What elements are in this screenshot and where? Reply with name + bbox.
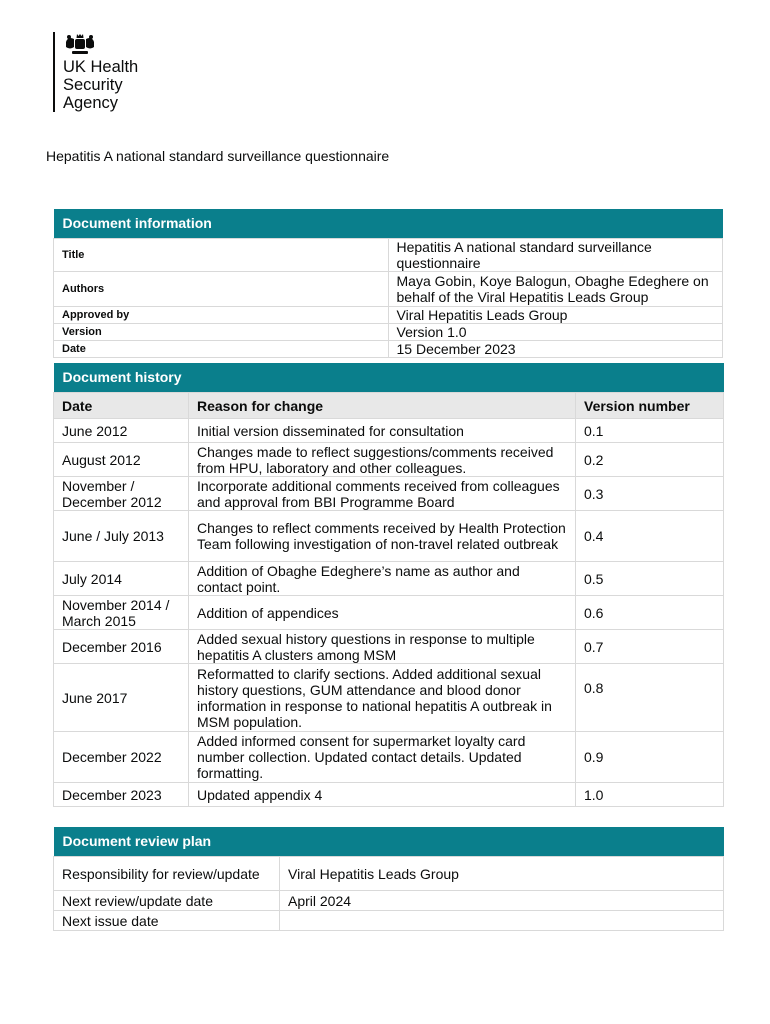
history-reason: Changes to reflect comments received by Health Protection Team following investigation of non-travel related outbreak — [189, 511, 576, 562]
column-header: Reason for change — [189, 393, 576, 419]
section-heading: Document review plan — [54, 827, 724, 856]
history-version: 0.7 — [576, 630, 724, 664]
history-reason: Added informed consent for supermarket loyalty card number collection. Updated contact details. Updated formatting. — [189, 732, 576, 783]
history-date: December 2023 — [54, 783, 189, 807]
history-date: November / December 2012 — [54, 477, 189, 511]
history-version: 1.0 — [576, 783, 724, 807]
history-reason: Reformatted to clarify sections. Added additional sexual history questions, GUM attendance and blood donor information in response to national hepatitis A outbreak in MSM population. — [189, 664, 576, 732]
section-heading: Document history — [54, 363, 724, 392]
table-row — [54, 511, 724, 562]
section-heading: Document information — [54, 209, 723, 238]
logo-line: Security — [63, 76, 123, 94]
history-reason: Addition of appendices — [189, 596, 576, 630]
history-date: November 2014 / March 2015 — [54, 596, 189, 630]
review-label: Responsibility for review/update — [54, 857, 280, 891]
history-version: 0.9 — [576, 732, 724, 783]
table-row — [54, 596, 724, 630]
info-value: 15 December 2023 — [388, 341, 723, 358]
document-review-plan-table — [53, 827, 724, 931]
document-information-table — [53, 209, 723, 358]
info-label: Authors — [54, 272, 389, 307]
review-value — [280, 911, 724, 931]
info-label: Version — [54, 324, 389, 341]
history-date: December 2016 — [54, 630, 189, 664]
history-version: 0.8 — [576, 664, 724, 732]
review-label: Next review/update date — [54, 891, 280, 911]
history-version: 0.5 — [576, 562, 724, 596]
history-reason: Added sexual history questions in response to multiple hepatitis A clusters among MSM — [189, 630, 576, 664]
history-reason: Incorporate additional comments received from colleagues and approval from BBI Programme Board — [189, 477, 576, 511]
history-reason: Updated appendix 4 — [189, 783, 576, 807]
logo-line: UK Health — [63, 58, 139, 76]
document-history-table — [53, 363, 724, 807]
royal-crest-icon — [63, 32, 97, 56]
info-value: Hepatitis A national standard surveillance questionnaire — [388, 239, 723, 272]
document-title: Hepatitis A national standard surveillance questionnaire — [46, 148, 390, 164]
history-date: June / July 2013 — [54, 511, 189, 562]
history-version: 0.1 — [576, 419, 724, 443]
history-date: July 2014 — [54, 562, 189, 596]
ukhsa-logo — [53, 32, 138, 112]
history-date: June 2017 — [54, 664, 189, 732]
history-date: August 2012 — [54, 443, 189, 477]
history-reason: Initial version disseminated for consultation — [189, 419, 576, 443]
table-row — [54, 664, 724, 732]
info-label: Approved by — [54, 307, 389, 324]
history-version: 0.3 — [576, 477, 724, 511]
info-value: Viral Hepatitis Leads Group — [388, 307, 723, 324]
history-reason: Addition of Obaghe Edeghere’s name as author and contact point. — [189, 562, 576, 596]
history-date: June 2012 — [54, 419, 189, 443]
table-row — [54, 630, 724, 664]
table-row — [54, 783, 724, 807]
review-value: Viral Hepatitis Leads Group — [280, 857, 724, 891]
review-label: Next issue date — [54, 911, 280, 931]
history-version: 0.6 — [576, 596, 724, 630]
info-label: Title — [54, 239, 389, 272]
history-date: December 2022 — [54, 732, 189, 783]
table-row — [54, 419, 724, 443]
table-row — [54, 562, 724, 596]
history-version: 0.2 — [576, 443, 724, 477]
history-reason: Changes made to reflect suggestions/comments received from HPU, laboratory and other colleagues. — [189, 443, 576, 477]
table-row — [54, 477, 724, 511]
info-value: Maya Gobin, Koye Balogun, Obaghe Edeghere on behalf of the Viral Hepatitis Leads Group — [388, 272, 723, 307]
review-value: April 2024 — [280, 891, 724, 911]
info-value: Version 1.0 — [388, 324, 723, 341]
history-version: 0.4 — [576, 511, 724, 562]
column-header: Date — [54, 393, 189, 419]
logo-line: Agency — [63, 94, 119, 112]
info-label: Date — [54, 341, 389, 358]
table-row — [54, 732, 724, 783]
table-row — [54, 443, 724, 477]
column-header: Version number — [576, 393, 724, 419]
